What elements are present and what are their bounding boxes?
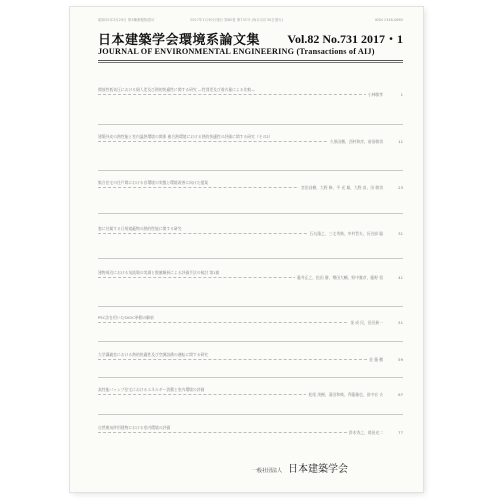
publisher-name: 日本建築学会 [288, 464, 349, 475]
journal-cover [70, 7, 423, 492]
toc-entry[interactable] [98, 180, 403, 190]
entry-title: 集合住宅の住戸間における音環境の実態と環境改善に向けた提案 [98, 180, 209, 185]
entry-divider [98, 124, 403, 125]
entry-page: 11 [398, 139, 403, 144]
entry-divider [98, 258, 403, 259]
entry-divider [98, 306, 403, 307]
entry-page: 23 [398, 185, 403, 190]
entry-divider [98, 377, 403, 378]
toc-entry[interactable] [98, 352, 403, 362]
entry-authors: 佐 藤 徹 [369, 357, 383, 362]
toc-entry[interactable] [98, 134, 403, 144]
entry-title: PSC法を用いたSVOC挙動の解析 [98, 315, 154, 320]
toc-entry[interactable] [98, 226, 403, 236]
leader-line [98, 322, 377, 323]
leader-line [98, 432, 377, 433]
entry-authors: 久保田徹，西村和彦，前田敏男 [329, 139, 383, 144]
entry-title: 大学講義室における熱的快適性及び空調設備の運転に関する研究 [98, 352, 209, 357]
entry-title: 開放性低気圧における個人差及び熱的快適性に関する研究 ―性別差及び着衣量による比較― [98, 87, 255, 92]
journal-title-en: JOURNAL OF ENVIRONMENTAL ENGINEERING (Transactions of AIJ) [98, 47, 375, 56]
entry-divider [98, 414, 403, 415]
postal-note: 昭和52年3月25日 第3種郵便物認可 [98, 18, 155, 22]
entry-authors: 鈴木秀之，岡田光二 [348, 430, 383, 435]
entry-authors: 小林敏孝 [367, 92, 383, 97]
entry-page: 1 [400, 92, 403, 97]
entry-title: 建築外皮の熱性能と室内温熱環境の関係 複合熱環境における熱的快適性の評価に関する研究（その2） [98, 134, 273, 139]
entry-authors: 宮田昌樹，大野 修，平 光 雄，大野 真，田 敏男 [301, 185, 383, 190]
entry-page: 67 [398, 392, 403, 397]
publisher-type: 一般社団法人 [252, 468, 283, 474]
entry-divider [98, 341, 403, 342]
issue-note: 2017年1月30日発行 第82巻 第731号 (毎月1回 30日発行) [190, 18, 284, 22]
entry-title: 自然換気併用建物における室内環境の評価 [98, 425, 171, 430]
entry-authors: 金 成 民，田辺新一 [350, 320, 383, 325]
entry-authors: 石丸隆之，三宅秀典，中村哲夫，長谷部 聡 [309, 231, 383, 236]
journal-title-jp: 日本建築学会環境系論文集 [98, 33, 261, 48]
header-rule [98, 60, 403, 61]
entry-page: 59 [398, 357, 403, 362]
entry-title: 窓に付属する日射遮蔽物の熱的性能に関する研究 [98, 226, 182, 231]
entry-page: 41 [398, 275, 403, 280]
entry-authors: 藤井正之，松田 勝，増田大輔，野中雅彦，藤野 悟 [297, 275, 383, 280]
entry-page: 31 [398, 231, 403, 236]
entry-divider [98, 213, 403, 214]
toc-entry[interactable] [98, 425, 403, 435]
toc-entry[interactable] [98, 387, 403, 397]
publisher [252, 457, 348, 476]
volume-number: Vol.82 No.731 2017・1 [287, 32, 403, 46]
entry-page: 51 [398, 320, 403, 325]
toc-entry[interactable] [98, 87, 403, 97]
entry-title: 高性能パッシブ住宅におけるエネルギー消費と室内環境の評価 [98, 387, 205, 392]
header-rule-thin [98, 62, 403, 63]
entry-title: 建物周辺における気流場の実測と数値解析による評価手法の検討 第1報 [98, 270, 220, 275]
toc-entry[interactable] [98, 270, 403, 280]
entry-page: 77 [398, 430, 403, 435]
issn: ISSN 1348-0685 [374, 18, 403, 22]
toc-entry[interactable] [98, 315, 403, 325]
entry-authors: 松尾 茂樹，清田和典，斉藤雅也，田中宏 夫 [308, 392, 383, 397]
entry-divider [98, 170, 403, 171]
leader-line [98, 359, 377, 360]
leader-line [98, 94, 377, 95]
